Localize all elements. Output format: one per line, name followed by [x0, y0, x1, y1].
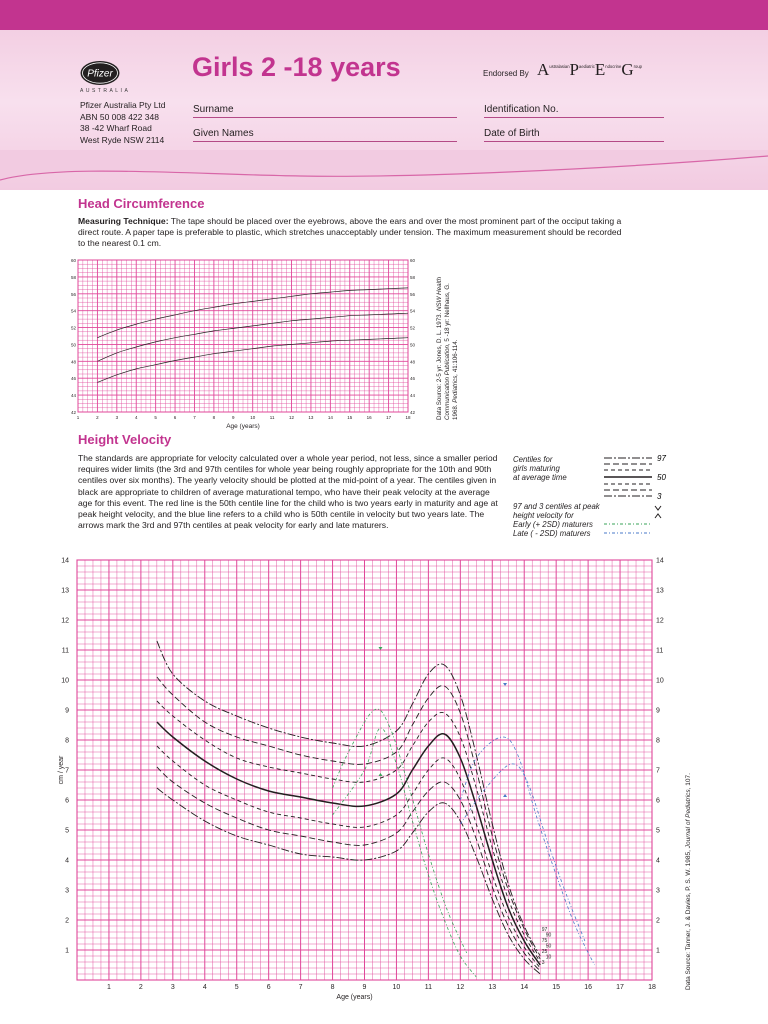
hc-y-tick: 42 — [410, 410, 416, 415]
hv-y-tick: 9 — [656, 707, 660, 715]
hc-x-tick: 14 — [327, 415, 333, 420]
hv-y-tick: 5 — [65, 827, 69, 835]
hc-x-tick: 8 — [212, 415, 216, 420]
height-velocity-chart — [55, 550, 675, 1005]
dob-field[interactable]: Date of Birth — [484, 128, 664, 142]
height-velocity-title: Height Velocity — [78, 432, 172, 447]
company-line: 38 -42 Wharf Road — [80, 123, 152, 133]
hv-y-tick: 2 — [65, 917, 69, 925]
head-circumference-source — [436, 277, 460, 420]
hv-y-tick: 8 — [65, 737, 69, 745]
pfizer-logo — [80, 60, 120, 86]
hc-x-tick: 17 — [386, 415, 392, 420]
height-velocity-text: The standards are appropriate for velocity calculated over a whole year period, not less, since a smaller period requires wider limits (the 3rd and 97th centiles for whole year being roughly appropriate for the 10th and 90th centiles over six months). The yearly velocity should be plotted at the mid-point of a year. The centiles given in black are appropriate to children of average maturational tempo, who have their peak velocity at the average age for this event. The red line is the 50th centile line for the child who is two years early in maturity and age at peak height velocity, and the blue line refers to a child who is 50th centile in velocity but two years late. The arrows mark the 3rd and 97th centiles at peak velocity for early and late maturers. — [78, 453, 498, 531]
hc-grid — [78, 260, 408, 412]
hc-source-italic: Communication Publication, — [444, 343, 451, 420]
hv-x-tick: 18 — [648, 984, 656, 991]
legend-line: Early (+ 2SD) maturers — [513, 520, 593, 529]
hv-y-tick: 7 — [656, 767, 660, 775]
hc-x-tick: 12 — [289, 415, 295, 420]
company-line: ABN 50 008 422 348 — [80, 111, 159, 122]
legend-peak-label — [513, 502, 600, 538]
hv-y-tick: 1 — [65, 947, 69, 955]
surname-field[interactable]: Surname — [193, 104, 457, 118]
hv-end-label: 75 — [541, 938, 548, 944]
hv-peak-arrow — [503, 683, 507, 686]
hv-y-tick: 3 — [65, 887, 69, 895]
hc-x-tick: 18 — [405, 415, 411, 420]
hc-y-tick: 48 — [70, 359, 76, 365]
hc-y-tick: 46 — [410, 376, 416, 382]
hc-y-tick: 56 — [410, 291, 416, 297]
top-color-bar — [0, 0, 768, 30]
hv-y-tick: 14 — [656, 557, 664, 565]
hv-end-label: 97 — [541, 927, 548, 933]
hv-x-tick: 6 — [266, 984, 271, 991]
hv-end-label: 50 — [545, 943, 552, 950]
hv-y-tick: 4 — [656, 857, 660, 865]
hv-y-label: cm / year — [58, 755, 65, 785]
hv-x-tick: 16 — [584, 984, 593, 991]
hv-y-tick: 11 — [61, 647, 69, 655]
hv-peak-arrow — [503, 794, 507, 797]
hv-end-label: 10 — [545, 954, 552, 961]
head-circumference-title: Head Circumference — [78, 196, 205, 211]
legend-line: Late ( - 2SD) maturers — [513, 529, 591, 538]
hc-y-tick: 42 — [70, 410, 76, 415]
hc-x-tick: 15 — [347, 415, 353, 420]
hv-y-tick: 10 — [656, 677, 664, 685]
company-line: Pfizer Australia Pty Ltd — [80, 100, 166, 110]
logo-subtitle: AUSTRALIA — [80, 88, 131, 94]
hv-x-tick: 14 — [520, 984, 529, 991]
height-velocity-source — [685, 773, 693, 990]
hv-x-tick: 9 — [362, 984, 367, 991]
hc-y-tick: 46 — [70, 376, 76, 382]
identification-field[interactable]: Identification No. — [484, 104, 664, 118]
legend-line: at average time — [513, 473, 567, 482]
hc-x-label: Age (years) — [226, 423, 260, 430]
hc-x-tick: 6 — [173, 415, 177, 420]
header-wave — [0, 150, 768, 200]
legend-swatches — [600, 452, 670, 542]
hv-y-tick: 11 — [656, 647, 664, 655]
hc-x-tick: 10 — [250, 415, 256, 420]
hc-source-italic: Pediatrics, — [452, 373, 459, 403]
hv-y-tick: 9 — [65, 707, 69, 715]
hv-y-tick: 8 — [656, 737, 660, 745]
hv-y-tick: 6 — [656, 797, 660, 805]
hc-x-tick: 2 — [96, 415, 99, 420]
hv-y-tick: 3 — [656, 887, 660, 895]
svg-text:Pfizer: Pfizer — [87, 68, 113, 80]
hc-y-tick: 60 — [410, 258, 416, 263]
hc-source-text: Data Source: 2-5 yr: Jones, D. L. 1973. — [436, 310, 443, 420]
hc-x-tick: 3 — [115, 415, 119, 420]
legend-centiles-label — [513, 455, 567, 482]
hv-early-line — [333, 709, 467, 953]
hv-y-tick: 7 — [65, 767, 69, 775]
hc-x-tick: 9 — [232, 415, 235, 420]
hv-end-label: 3 — [541, 960, 545, 966]
hv-y-tick: 14 — [61, 557, 69, 565]
hc-x-tick: 16 — [366, 415, 372, 420]
hv-y-tick: 12 — [656, 617, 664, 625]
apeg-letter: E — [594, 60, 606, 79]
page-title: Girls 2 -18 years — [192, 52, 401, 82]
hc-y-tick: 54 — [70, 308, 76, 314]
hc-x-tick: 13 — [308, 415, 314, 420]
hv-y-tick: 2 — [656, 917, 660, 925]
apeg-word: ustralasian — [549, 64, 570, 69]
hv-y-tick: 5 — [656, 827, 660, 835]
hv-x-tick: 11 — [424, 984, 433, 991]
apeg-word: aediatric — [579, 64, 595, 69]
hv-y-tick: 4 — [65, 857, 69, 865]
hv-x-tick: 7 — [298, 984, 303, 991]
hv-x-tick: 5 — [234, 984, 239, 991]
hv-source-text: , 107. — [685, 773, 692, 790]
hv-y-tick: 12 — [61, 617, 69, 625]
legend-line: height velocity for — [513, 511, 574, 520]
hc-y-tick: 52 — [70, 325, 76, 331]
hc-y-tick: 60 — [70, 258, 76, 263]
hc-y-tick: 52 — [410, 325, 416, 331]
hv-x-tick: 8 — [330, 984, 335, 991]
technique-body: The tape should be placed over the eyebrows, above the ears and over the most prominent part of the occiput taking a direct route. A paper tape is preferable to plastic, which stretches unacceptably under tension. The maximum measurement should be recorded to the nearest 0.1 cm. — [78, 216, 622, 249]
legend-50: 50 — [657, 473, 666, 482]
hc-source-italic: NSW Health — [436, 276, 443, 311]
hc-y-tick: 48 — [410, 359, 416, 365]
hv-x-tick: 12 — [456, 984, 465, 991]
legend-line: girls maturing — [513, 464, 560, 473]
hc-y-tick: 56 — [70, 291, 76, 297]
legend-line: 97 and 3 centiles at peak — [513, 502, 600, 511]
hv-source-italic: Journal of Pediatrics — [685, 789, 692, 849]
apeg-letter: A — [537, 60, 550, 79]
hv-x-tick: 13 — [488, 984, 497, 991]
apeg-word: roup — [633, 64, 642, 69]
hc-source-text: 1968. — [452, 402, 459, 420]
hv-x-tick: 2 — [138, 984, 143, 991]
hc-x-tick: 5 — [154, 415, 157, 420]
hc-x-tick: 7 — [193, 415, 196, 420]
hv-peak-arrow — [378, 773, 382, 776]
hv-x-tick: 3 — [170, 984, 175, 991]
endorsed-by-label: Endorsed By — [483, 69, 529, 78]
hv-x-tick: 17 — [616, 984, 624, 991]
hv-y-tick: 13 — [61, 587, 69, 595]
measuring-technique-text — [78, 216, 623, 250]
hc-source-text: 5 -18 yr: Nellhaus, G. — [444, 283, 451, 344]
company-line: West Ryde NSW 2114 — [80, 134, 165, 145]
hc-source-text: 41:106-114. — [452, 339, 459, 374]
hc-y-tick: 50 — [70, 342, 76, 348]
hc-y-tick: 50 — [410, 342, 416, 348]
hv-x-label: Age (years) — [336, 994, 373, 1001]
hv-y-tick: 1 — [656, 947, 660, 955]
hc-y-tick: 44 — [70, 393, 76, 399]
hv-x-tick: 15 — [552, 984, 561, 991]
legend-97: 97 — [657, 454, 666, 463]
hv-end-label: 90 — [545, 932, 552, 939]
hc-x-tick: 11 — [269, 415, 275, 420]
head-circumference-chart — [66, 254, 426, 434]
company-address — [80, 100, 166, 146]
hc-y-tick: 44 — [410, 393, 416, 399]
hv-y-tick: 6 — [65, 797, 69, 805]
hv-grid — [77, 560, 652, 980]
hv-source-text: Data Source: Tanner, J. & Davies, P. S. W. 1985, — [685, 848, 692, 990]
apeg-logo — [537, 60, 642, 80]
hc-x-tick: 1 — [76, 415, 80, 420]
hv-x-tick: 4 — [202, 984, 207, 991]
given-names-field[interactable]: Given Names — [193, 128, 457, 142]
hv-y-tick: 10 — [61, 677, 69, 685]
hv-x-tick: 1 — [106, 984, 111, 991]
apeg-letter: G — [621, 60, 634, 79]
apeg-word: ndocrine — [605, 64, 622, 69]
hv-x-tick: 10 — [392, 984, 401, 991]
legend-line: Centiles for — [513, 455, 553, 464]
hv-y-tick: 13 — [656, 587, 664, 595]
legend-3: 3 — [657, 492, 662, 501]
hv-late-line — [460, 764, 585, 941]
hc-y-tick: 54 — [410, 308, 416, 314]
technique-label: Measuring Technique: — [78, 216, 169, 226]
hc-y-tick: 58 — [70, 274, 76, 280]
hv-end-label: 25 — [541, 949, 548, 955]
hc-y-tick: 58 — [410, 274, 416, 280]
apeg-letter: P — [569, 60, 580, 79]
hc-x-tick: 4 — [134, 415, 138, 420]
